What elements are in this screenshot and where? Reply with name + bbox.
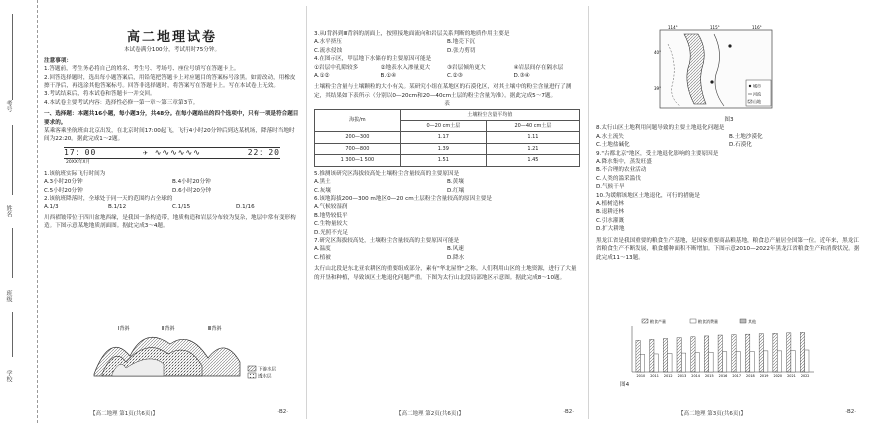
clock-arrival: 22：20 [247,147,280,157]
chart-bar-production [691,337,695,372]
q10-option-d: D.扩大耕地 [596,226,625,233]
map-tick: 40° [654,50,662,55]
q4-option-c: C.②③ [447,73,463,80]
page1-footer-label: 【高二地理 第1页(共6页)】 [90,411,159,417]
q6-option-d: D.光照不充足 [314,229,349,236]
notice-title: 注意事项： [44,57,72,64]
question-9: 9."古都北京"地区，受土地退化影响的主要原因是 [596,150,719,157]
q6-option-a: A.气候较湿润 [314,204,348,211]
page2-footer-label: 【高二地理 第2页(共6页)】 [396,411,465,417]
chart-bar-consumption [791,350,795,372]
chart-bar-consumption [736,352,740,372]
binding-label-school: 学校 [5,370,12,382]
page3-footer [588,409,870,417]
chart-bar-consumption [709,352,713,372]
table-cell: 1.11 [486,132,579,143]
q8-option-d: D.石漠化 [729,142,752,149]
q4-option-a: A.①② [314,73,330,80]
intro-2: 川西褶皱带位于四川盆地西缘，是我国一条构造带，地质构造和岩层分布较为复杂，地层中常有变形构造。下图示意某地地质剖面图。据此完成3～4题。 [44,214,296,230]
q4-option-b: B.①④ [380,73,397,80]
notice-4: 4.本试卷主要考试内容：选择性必修一第一章～第三章第3节。 [44,99,199,106]
question-7: 7.研究区海拔较高处，土壤粉尘含量较高的主要原因可能是 [314,237,460,244]
chart-tick-label: 2020 [773,374,783,378]
question-3-options-row-1 [314,38,580,46]
question-3: 3.从Ⅰ背斜到Ⅲ背斜的剖面上，按照接地面流向和岩层关系判断的地质作用主要是 [314,31,510,37]
binding-label-exam-no: 考号 [5,100,12,112]
question-8-options-row-2 [596,141,862,149]
fig-label-anticline-3: Ⅲ背斜 [208,326,222,332]
chart-legend-other: 其他 [748,319,756,324]
chart-bar-consumption [695,353,699,372]
geologic-section-figure [90,322,290,380]
q7-option-a: A.温度 [314,246,331,253]
chart-tick-label: 2013 [677,374,687,378]
chart-tick-label: 2014 [691,374,700,378]
chart-legend-production: 粮食产量 [650,319,666,324]
binding-strip [0,0,38,423]
q7-option-c: C.植被 [314,254,331,261]
chart-tick-label: 2017 [732,374,742,378]
fig-label-anticline-2: Ⅱ背斜 [162,326,175,332]
intro-5: 黑龙江省是我国重要的粮食生产基地，是国家重要商品粮基地，粮食总产量居全国第一位。近年来，黑龙江省粮食生产不断发展，粮食播种面积不断增加。下图示意2010—2022年黑龙江省粮食生产和消费状况。据此完成11～13题。 [596,237,860,261]
question-5-options-row-1 [314,178,580,186]
table-cell: 1 300—1 500 [315,155,401,166]
chart-tick-label: 2011 [650,374,659,378]
legend-infiltration-label: 下渗水层 [258,367,276,373]
q1-option-d: D.6小时20分钟 [172,187,212,194]
chart-bar-production [800,332,804,372]
notice-2: 2.回答选择题时，选出每小题答案后，用铅笔把答题卡上对应题目的答案标号涂黑。如需改动，用橡皮擦干净后，再选涂其他答案标号。回答非选择题时，将答案写在答题卡上。写在本试卷上无效。 [44,74,296,90]
binding-line [12,125,13,195]
chart-tick-label: 2021 [787,374,796,378]
map-tick: 115° [710,25,720,30]
q9-option-b: B.不合理的农业活动 [596,167,647,174]
chart-tick-label: 2015 [704,374,714,378]
chart-bar-consumption [777,351,781,372]
intro-1: 某乘客乘坐航班由北京出发，在北京时间17:00起飞，飞行4小时20分钟后到达某机场，降落时当地时间为22:20。据此完成1～2题。 [44,128,295,143]
page2-content [314,30,580,282]
table-cell: 1.51 [400,155,486,166]
q2-option-a: A.1/3 [44,204,59,211]
chart-bar-production [704,336,708,372]
binding-label-class: 班级 [5,290,12,302]
question-3-options-row-2 [314,47,580,55]
q4-option-d: D.③④ [513,73,530,80]
notice-3: 3.考试结束后，将本试卷和答题卡一并交回。 [44,91,156,98]
q4-item-2: ②地表水入渗量更大 [380,64,431,71]
q7-option-d: D.降水 [447,254,465,261]
table-row [315,132,580,143]
page3-content [596,116,862,262]
page1-content [44,30,300,231]
binding-line [12,228,13,278]
section-1-heading: 一、选择题：本题共16小题，每小题3分，共48分。在每小题给出的四个选项中，只有一项是符合题目要求的。 [44,111,299,126]
chart-tick-label: 2019 [759,374,769,378]
q5-option-c: C.灰壤 [314,187,331,194]
q2-option-b: B.1/12 [108,204,127,211]
question-5-options-row-2 [314,187,580,195]
question-2-options [44,203,300,211]
q5-option-a: A.黑土 [314,179,331,186]
fig-label-anticline-1: Ⅰ背斜 [118,326,130,332]
intro-4: 太行山北段是东北亚农耕区的重要组成部分，素有"华北屋脊"之称。人们利用山区的土地资源，进行了大量的开垦和种植，导致该区土地退化问题严重。下图为太行山北段局部地区示意图。据此完成8～10题。 [314,266,577,281]
q4-item-4: ④岩层间存在隔水层 [513,64,564,71]
question-4: 4.在图示区，甲层地下水储存的主要原因可能是 [314,56,432,63]
table-header-group: 土壤粉尘含量平均值 [400,109,579,120]
table-cell: 1.21 [486,143,579,154]
chart-bar-consumption [750,351,754,372]
q6-option-b: B.地势较低平 [314,212,348,219]
map-tick: 114° [668,25,678,30]
chart-bar-consumption [654,354,658,372]
legend-mountain-icon [748,100,752,103]
chart-legend-consumption: 粮食消费量 [698,319,718,324]
question-1: 1.该航班实际飞行时间为 [44,170,106,177]
chart-tick-label: 2012 [663,374,673,378]
q3-option-a: A.水平挤压 [314,39,342,46]
taihang-map-figure [654,24,780,114]
q1-option-b: B.4小时20分钟 [172,179,211,186]
binding-line [12,14,13,100]
chart-tick-label: 2018 [746,374,755,378]
table-cell: 200—300 [315,132,401,143]
page3-footer-code: ·B2· [845,409,856,415]
chart-bar-production [650,339,654,372]
chart-bar-production [718,335,722,372]
page3-footer-label: 【高二地理 第3页(共6页)】 [678,411,747,417]
table-header-0-20: 0—20 cm土层 [400,121,486,132]
exam-page-2 [306,0,588,423]
score-line: 本试卷满分100分，考试用时75分钟。 [123,47,221,54]
exam-title: 高二地理试卷 [126,30,217,45]
question-5: 5.推测该研究区海拔较高处土壤粉尘含量较高的主要原因是 [314,170,460,177]
chart-legend-swatch-production [642,319,648,323]
q2-option-c: C.1/15 [172,204,191,211]
table-row [315,143,580,154]
q1-option-a: A.3小时20分钟 [44,179,83,186]
clock-caption: 20XX年X月 [66,160,90,166]
question-8: 8.太行山区土地利用问题导致的主要土地退化问题是 [596,125,725,132]
chart-legend-swatch-consumption [690,319,696,323]
chart-bar-consumption [640,354,644,372]
page2-footer [306,409,588,417]
exam-page-3 [588,0,870,423]
q3-option-b: B.地壳下沉 [447,39,475,46]
legend-permeable-label: 透水层 [258,374,272,380]
chart-bar-production [773,333,777,372]
question-1-options-row-1 [44,178,300,186]
flight-clock-bar [64,147,280,159]
chart-bar-production [745,334,749,372]
q4-item-1: ①岩层中孔隙较多 [314,64,359,71]
table-cell: 1.45 [486,155,579,166]
q8-option-c: C.土地盐碱化 [596,142,630,149]
map-legend-mountain: 山地 [753,99,761,104]
chart-caption-wrap [596,381,862,389]
question-7-options-row-2 [314,254,580,262]
q7-option-b: B.风速 [447,246,464,253]
chart-bar-consumption [681,353,685,372]
q1-option-c: C.5小时20分钟 [44,187,83,194]
notice-1: 1.答题前，考生务必将自己的姓名、考生号、考场号、座位号填写在答题卡上。 [44,66,240,73]
table-header-20-40: 20—40 cm土层 [486,121,579,132]
question-7-options-row-1 [314,245,580,253]
binding-label-name: 姓名 [5,205,12,217]
map-caption: 图3 [724,117,734,123]
table-header-altitude: 海拔/m [315,109,401,132]
q2-option-d: D.1/16 [236,204,255,211]
map-tick: 39° [654,86,662,91]
question-4-items [314,64,580,72]
plane-icon: ✈ ∿∿∿∿∿∿ [143,147,201,157]
q10-option-a: A.植树造林 [596,201,624,208]
question-2: 2.该航班降落时，全球处于同一天的范围约占全球的 [44,195,173,202]
map-legend-river: 河流 [753,91,761,97]
chart-bar-consumption [805,350,809,372]
city-marker [728,44,731,47]
q4-item-3: ③岩层倾角更大 [447,64,486,71]
grain-production-chart [622,318,822,382]
chart-tick-label: 2022 [800,374,810,378]
q8-option-a: A.水土流失 [596,133,624,140]
q5-option-b: B.黄壤 [447,179,464,186]
chart-bar-production [732,335,736,372]
q6-option-c: C.生物量较大 [314,221,348,228]
q10-option-c: C.引水灌溉 [596,217,625,224]
chart-tick-label: 2016 [718,374,728,378]
q8-option-b: B.土地沙漠化 [729,133,763,140]
chart-bar-production [677,338,681,372]
q10-option-b: B.退耕还林 [596,209,624,216]
question-8-options-row-1 [596,133,862,141]
table-caption: 表 [444,101,450,108]
question-4-options [314,72,580,80]
q3-option-d: D.张力剪切 [447,47,476,54]
q9-option-d: D.气候干旱 [596,184,625,191]
table-row [315,155,580,166]
legend-city-icon [749,85,751,87]
q9-option-a: A.降水集中，蒸发旺盛 [596,159,652,166]
legend-swatch-permeable [248,373,256,378]
q5-option-d: D.红壤 [447,187,465,194]
legend-swatch-infiltration [248,366,256,371]
map-legend-city: 城市 [753,83,761,89]
soil-dust-table [314,109,580,167]
chart-bar-consumption [764,351,768,372]
chart-bar-production [636,340,640,372]
clock-departure: 17：00 [64,147,97,157]
page1-footer [0,409,306,417]
question-10: 10.为缓解该地区土地退化，可行的措施是 [596,192,700,199]
binding-line [12,312,13,357]
intro-3: 土壤粉尘含量与土壤颗粒的大小有关。某研究小组在某地区的石漠化区，对其土壤中的粉尘含量进行了测定，其结果如下表所示（分别以0—20cm和20—40cm土层的粉尘含量为准）。据此完成5～7题。 [314,84,572,99]
question-1-options-row-2 [44,187,300,195]
page1-footer-code: ·B2· [277,409,288,415]
chart-legend-swatch-other [740,319,746,323]
exam-page-1 [0,0,306,423]
page2-footer-code: ·B2· [563,409,574,415]
table-cell: 1.39 [400,143,486,154]
q9-option-c: C.人类的滥采滥伐 [596,175,641,182]
city-marker [710,80,713,83]
chart-caption: 图4 [620,382,630,388]
table-cell: 1.17 [400,132,486,143]
chart-bar-consumption [722,352,726,372]
chart-bar-production [787,333,791,372]
table-cell: 700—800 [315,143,401,154]
map-tick: 116° [752,25,762,30]
chart-bar-production [759,334,763,372]
question-6: 6.该地海拔200—300 m地区0—20 cm土层粉尘含量较高的原因主要是 [314,195,492,202]
chart-bar-consumption [668,354,672,372]
chart-tick-label: 2010 [636,374,646,378]
chart-bar-production [663,339,667,372]
q3-option-c: C.流水侵蚀 [314,47,343,54]
